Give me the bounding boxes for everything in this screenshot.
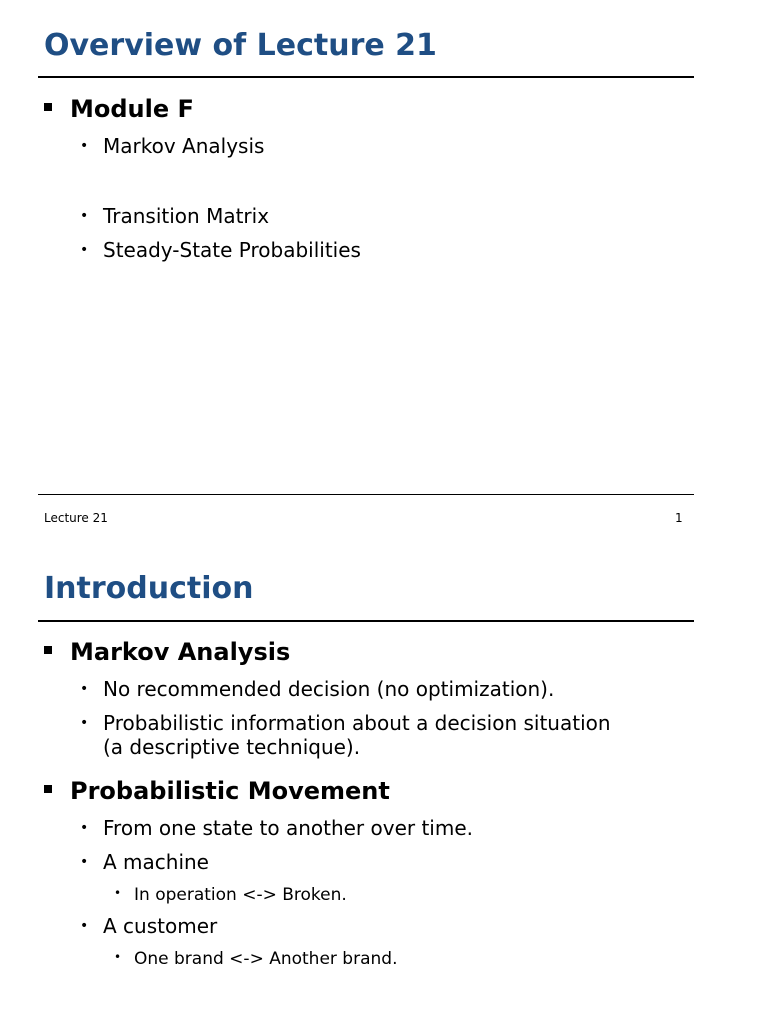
page-number: 1 [675, 511, 683, 525]
dot-bullet-icon: • [80, 819, 89, 836]
dot-bullet-icon: • [80, 241, 89, 258]
footer-divider [38, 494, 694, 495]
footer-lecture-label: Lecture 21 [44, 511, 108, 525]
dot-bullet-icon: • [80, 680, 89, 697]
slide-title: Overview of Lecture 21 [44, 28, 437, 63]
slide-title: Introduction [44, 571, 254, 606]
bullet-operation-broken: • In operation <-> Broken. [114, 885, 347, 905]
bullet-steady-state: • Steady-State Probabilities [80, 238, 361, 262]
bullet-probabilistic-movement: Probabilistic Movement [44, 777, 390, 805]
dot-bullet-icon: • [114, 950, 122, 964]
bullet-a-customer: • A customer [80, 914, 218, 938]
bullet-markov-analysis: • Markov Analysis [80, 134, 265, 158]
dot-bullet-icon: • [80, 714, 89, 731]
square-bullet-icon [44, 103, 52, 111]
bullet-transition-matrix: • Transition Matrix [80, 204, 270, 228]
title-divider [38, 76, 694, 78]
dot-bullet-icon: • [80, 853, 89, 870]
bullet-probabilistic-information: • Probabilistic information about a decision situation (a descriptive technique). [80, 711, 611, 759]
square-bullet-icon [44, 646, 52, 654]
bullet-brand-switch: • One brand <-> Another brand. [114, 949, 398, 969]
dot-bullet-icon: • [80, 137, 89, 154]
bullet-state-to-state: • From one state to another over time. [80, 816, 474, 840]
dot-bullet-icon: • [114, 886, 122, 900]
bullet-a-machine: • A machine [80, 850, 209, 874]
bullet-no-recommended-decision: • No recommended decision (no optimization). [80, 677, 555, 701]
bullet-module-f: Module F [44, 95, 194, 123]
bullet-markov-analysis-heading: Markov Analysis [44, 638, 290, 666]
title-divider [38, 620, 694, 622]
square-bullet-icon [44, 785, 52, 793]
dot-bullet-icon: • [80, 207, 89, 224]
dot-bullet-icon: • [80, 917, 89, 934]
